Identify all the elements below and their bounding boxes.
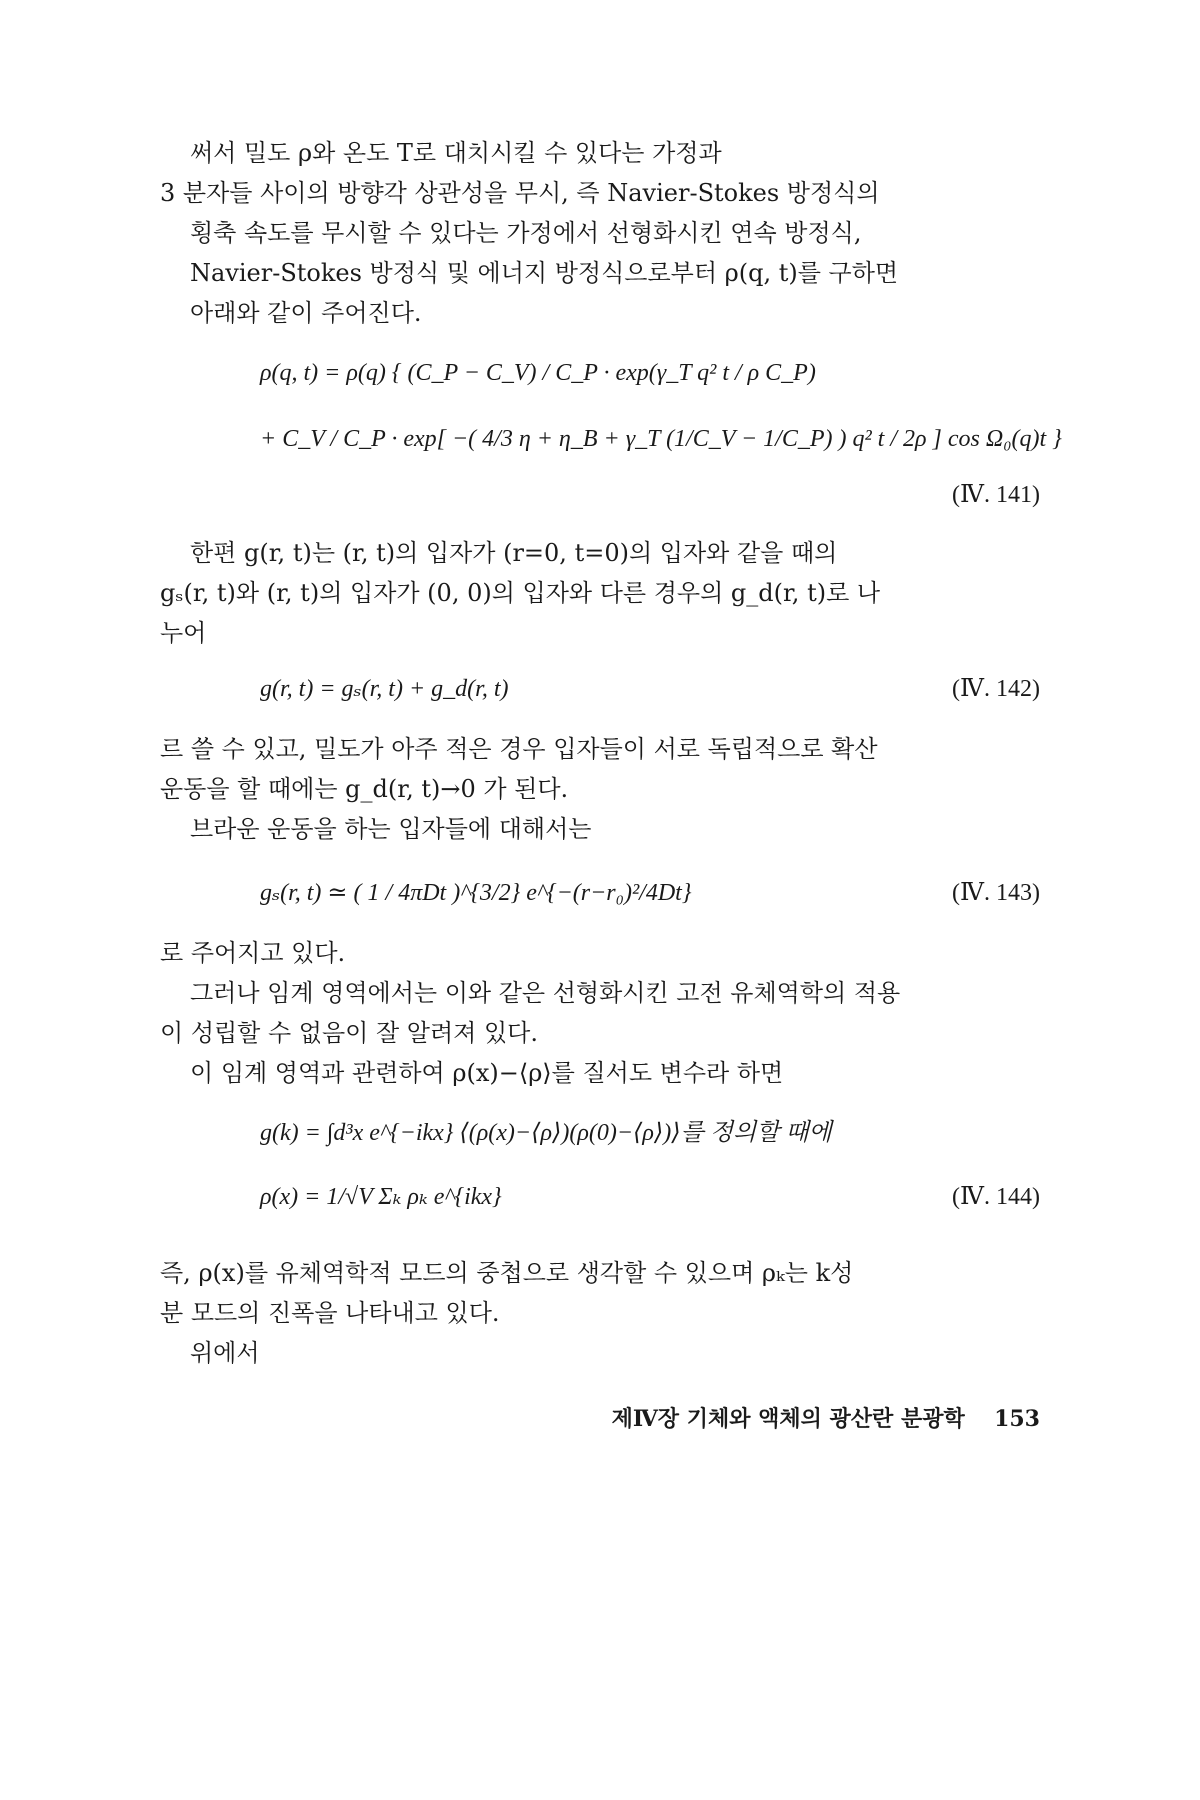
- text-line-16: 즉, ρ(x)를 유체역학적 모드의 중첩으로 생각할 수 있으며 ρₖ는 k성: [160, 1259, 854, 1287]
- text-line-9: 르 쓸 수 있고, 밀도가 아주 적은 경우 입자들이 서로 독립적으로 확산: [160, 735, 878, 763]
- equation-144-line-2: ρ(x) = 1/√V Σₖ ρₖ e^{ikx}: [260, 1184, 502, 1210]
- equation-143: gₛ(r, t) ≃ ( 1 / 4πDt )^{3/2} e^{−(r−r₀)²/4Dt}: [260, 880, 692, 906]
- equation-142: g(r, t) = gₛ(r, t) + g_d(r, t): [260, 676, 509, 702]
- equation-number-141: (Ⅳ. 141): [952, 482, 1040, 508]
- text-line-4: Navier-Stokes 방정식 및 에너지 방정식으로부터 ρ(q, t)를 구하면: [190, 259, 899, 287]
- text-line-5: 아래와 같이 주어진다.: [190, 299, 422, 327]
- page-footer: [612, 1404, 1040, 1434]
- equation-number-142: (Ⅳ. 142): [952, 676, 1040, 702]
- text-line-7: gₛ(r, t)와 (r, t)의 입자가 (0, 0)의 입자와 다른 경우의 g_d(r, t)로 나: [160, 579, 881, 607]
- text-line-12: 로 주어지고 있다.: [160, 939, 346, 967]
- equation-number-143: (Ⅳ. 143): [952, 880, 1040, 906]
- text-line-15: 이 임계 영역과 관련하여 ρ(x)−⟨ρ⟩를 질서도 변수라 하면: [190, 1059, 784, 1087]
- text-line-3: 횡축 속도를 무시할 수 있다는 가정에서 선형화시킨 연속 방정식,: [190, 219, 862, 247]
- text-line-1: 써서 밀도 ρ와 온도 T로 대치시킬 수 있다는 가정과: [190, 139, 722, 167]
- text-line-18: 위에서: [190, 1339, 260, 1367]
- text-line-6: 한편 g(r, t)는 (r, t)의 입자가 (r=0, t=0)의 입자와 같을 때의: [190, 539, 838, 567]
- text-line-17: 분 모드의 진폭을 나타내고 있다.: [160, 1299, 500, 1327]
- equation-number-144: (Ⅳ. 144): [952, 1184, 1040, 1210]
- text-line-2: 3 분자들 사이의 방향각 상관성을 무시, 즉 Navier-Stokes 방정식의: [160, 179, 880, 207]
- footer-page-number: 153: [994, 1406, 1040, 1432]
- equation-141-line-2: + C_V / C_P · exp[ −( 4/3 η + η_B + γ_T (1/C_V − 1/C_P) ) q² t / 2ρ ] cos Ω₀(q)t }: [260, 426, 1062, 452]
- text-line-11: 브라운 운동을 하는 입자들에 대해서는: [190, 815, 592, 843]
- text-line-8: 누어: [160, 619, 207, 647]
- text-line-10: 운동을 할 때에는 g_d(r, t)→0 가 된다.: [160, 775, 569, 803]
- equation-144-line-1: g(k) = ∫d³x e^{−ikx} ⟨(ρ(x)−⟨ρ⟩)(ρ(0)−⟨ρ⟩)⟩를 정의할 때에: [260, 1120, 832, 1146]
- text-line-14: 이 성립할 수 없음이 잘 알려져 있다.: [160, 1019, 538, 1047]
- text-line-13: 그러나 임계 영역에서는 이와 같은 선형화시킨 고전 유체역학의 적용: [190, 979, 901, 1007]
- footer-chapter: 제Ⅳ장 기체와 액체의 광산란 분광학: [611, 1406, 965, 1432]
- equation-141-line-1: ρ(q, t) = ρ(q) { (C_P − C_V) / C_P · exp(γ_T q² t / ρ C_P): [260, 360, 816, 386]
